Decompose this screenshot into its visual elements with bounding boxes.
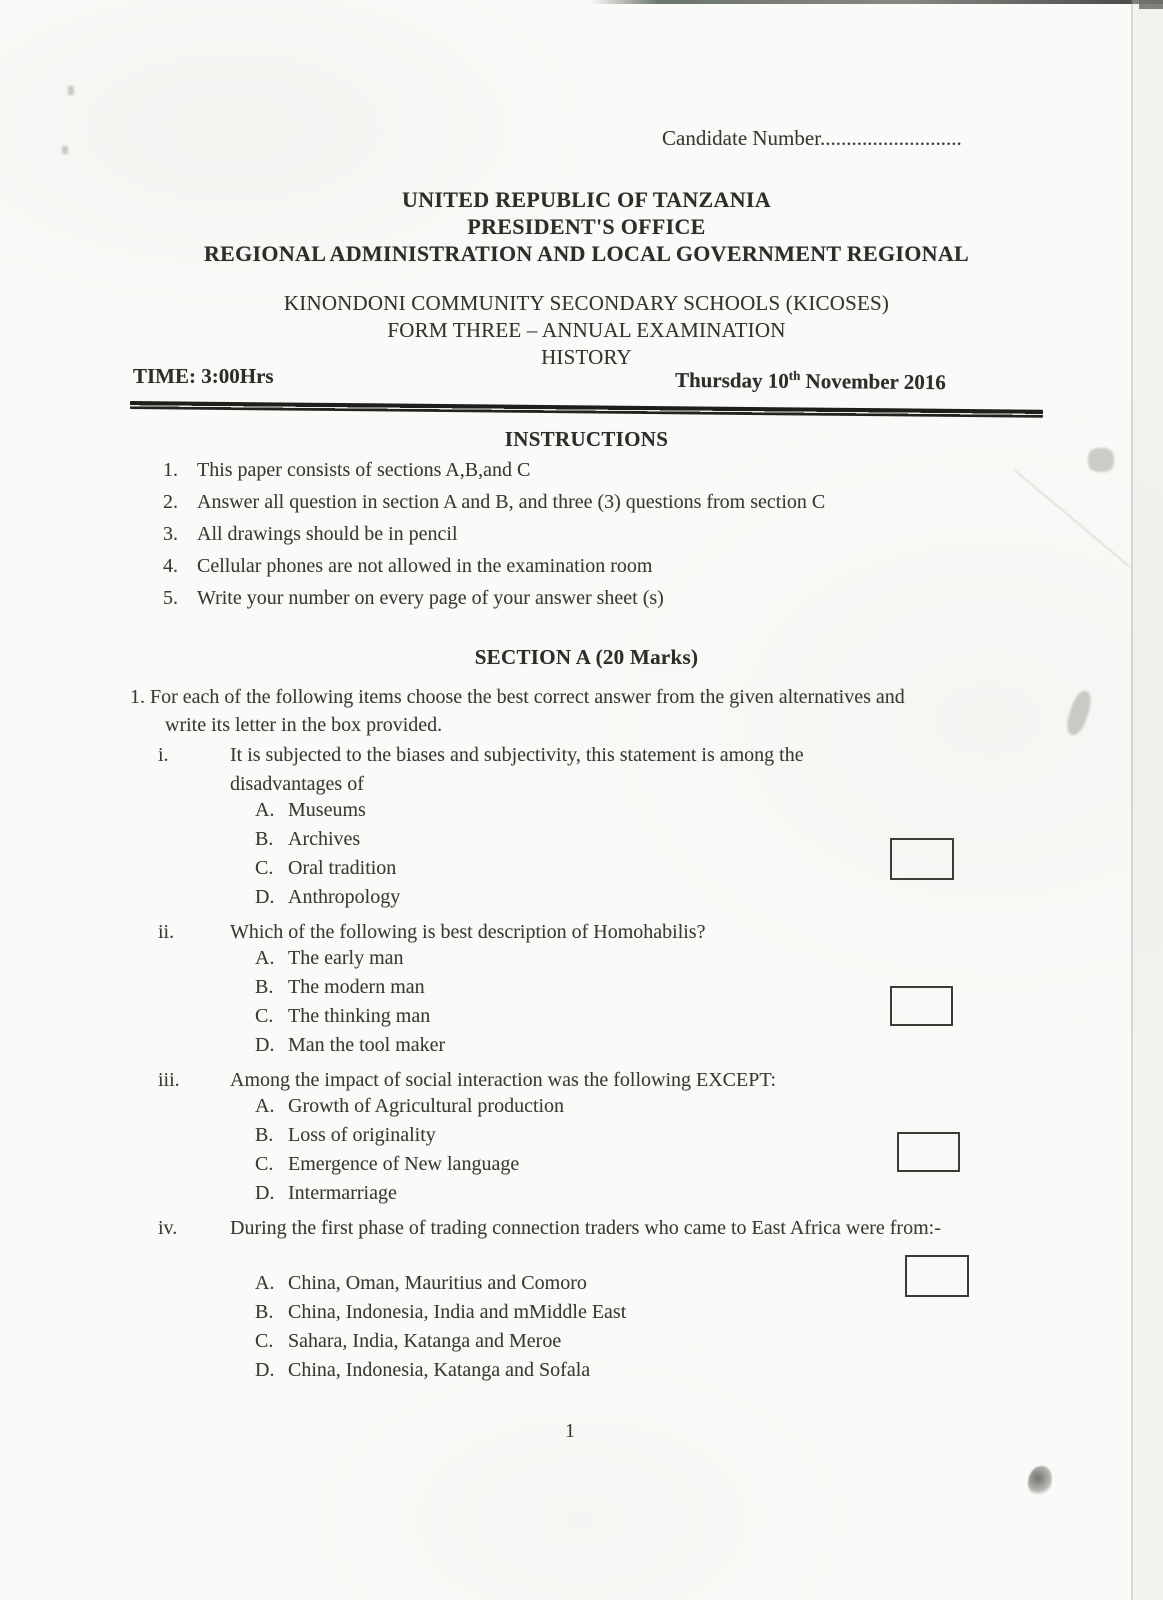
option-text: Emergence of New language <box>288 1153 520 1175</box>
header-school: KINONDONI COMMUNITY SECONDARY SCHOOLS (KICOSES) <box>283 291 890 315</box>
question-text: Among the impact of social interaction was the following EXCEPT: <box>230 1069 777 1091</box>
exam-time: TIME: 3:00Hrs <box>133 364 274 388</box>
exam-date-main: Thursday 10 <box>674 367 789 393</box>
question-numeral: i. <box>158 744 169 766</box>
option-letter: C. <box>255 1330 274 1352</box>
option-row <box>255 1182 564 1211</box>
question-text: It is subjected to the biases and subjectivity, this statement is among the disadvantages of <box>230 744 804 795</box>
exam-date <box>675 367 946 395</box>
option-text: Intermarriage <box>288 1182 397 1204</box>
option-row <box>255 1330 626 1359</box>
answer-box <box>890 838 954 880</box>
option-row <box>255 828 400 857</box>
instruction-text: All drawings should be in pencil <box>197 523 458 545</box>
option-row <box>255 886 400 915</box>
option-row <box>255 976 445 1005</box>
option-letter: A. <box>255 799 275 821</box>
option-text: Archives <box>288 828 361 850</box>
question-options <box>255 799 400 915</box>
option-text: Man the tool maker <box>288 1034 446 1056</box>
option-text: Anthropology <box>288 886 401 908</box>
instruction-item <box>163 491 1043 523</box>
exam-subheader <box>130 290 1043 371</box>
scan-edge-top <box>590 0 1163 4</box>
option-text: China, Oman, Mauritius and Comoro <box>288 1272 587 1294</box>
option-letter: B. <box>255 828 274 850</box>
question-options <box>255 1095 564 1211</box>
option-row <box>255 1034 445 1063</box>
option-letter: D. <box>255 1034 275 1056</box>
instruction-number: 5. <box>163 587 178 609</box>
option-letter: A. <box>255 947 275 969</box>
instructions-title: INSTRUCTIONS <box>504 427 669 451</box>
section-a-title: SECTION A (20 Marks) <box>474 645 699 669</box>
option-row <box>255 1005 445 1034</box>
option-letter: C. <box>255 857 274 879</box>
option-letter: B. <box>255 1124 274 1146</box>
option-row <box>255 1153 564 1182</box>
option-row <box>255 1301 626 1330</box>
option-letter: A. <box>255 1095 275 1117</box>
question-numeral: iv. <box>158 1217 178 1239</box>
option-row <box>255 1272 626 1301</box>
scan-edge-right-seam <box>1131 0 1133 1600</box>
option-letter: B. <box>255 976 274 998</box>
scan-smudge-mark <box>1088 448 1114 472</box>
option-letter: D. <box>255 886 275 908</box>
instruction-item <box>163 523 1043 555</box>
question-options <box>255 947 445 1063</box>
option-text: China, Indonesia, Katanga and Sofala <box>288 1359 591 1381</box>
page-number: 1 <box>565 1420 575 1442</box>
paper-speck <box>62 146 68 154</box>
option-text: Sahara, India, Katanga and Meroe <box>288 1330 562 1352</box>
option-letter: A. <box>255 1272 275 1294</box>
option-letter: C. <box>255 1005 274 1027</box>
header-office: PRESIDENT'S OFFICE <box>467 214 706 239</box>
question-text: Which of the following is best description of Homohabilis? <box>230 921 706 943</box>
option-text: Oral tradition <box>288 857 397 879</box>
option-row <box>255 857 400 886</box>
exam-header <box>130 186 1043 267</box>
exam-date-ordinal: th <box>788 367 801 383</box>
instruction-text: This paper consists of sections A,B,and C <box>197 459 531 481</box>
header-department: REGIONAL ADMINISTRATION AND LOCAL GOVERNMENT REGIONAL <box>203 241 970 266</box>
option-row <box>255 1095 564 1124</box>
section-a-intro-line1: 1. For each of the following items choose the best correct answer from the given alternatives and <box>130 686 905 708</box>
instruction-number: 3. <box>163 523 178 545</box>
scan-edge-right-column <box>1133 0 1163 1600</box>
question-numeral: ii. <box>158 921 175 943</box>
option-text: Growth of Agricultural production <box>288 1095 565 1117</box>
instruction-item <box>163 555 1043 587</box>
question-text: During the first phase of trading connection traders who came to East Africa were from:- <box>230 1217 941 1239</box>
header-country: UNITED REPUBLIC OF TANZANIA <box>402 187 771 212</box>
option-text: Museums <box>288 799 366 821</box>
candidate-number-label: Candidate Number........................... <box>662 126 962 150</box>
question-numeral: iii. <box>158 1069 180 1091</box>
question-options <box>255 1272 626 1388</box>
exam-date-rest: November 2016 <box>800 368 946 395</box>
instruction-item <box>163 587 1043 619</box>
instruction-text: Write your number on every page of your answer sheet (s) <box>197 587 664 609</box>
header-exam-title: FORM THREE – ANNUAL EXAMINATION <box>387 318 786 342</box>
option-row <box>255 947 445 976</box>
paper-speck <box>68 86 74 95</box>
option-letter: D. <box>255 1182 275 1204</box>
option-text: China, Indonesia, India and mMiddle East <box>288 1301 627 1323</box>
instruction-text: Cellular phones are not allowed in the examination room <box>197 555 653 577</box>
option-row <box>255 799 400 828</box>
instruction-number: 4. <box>163 555 178 577</box>
instruction-number: 1. <box>163 459 178 481</box>
option-text: The modern man <box>288 976 425 998</box>
option-text: The early man <box>288 947 404 969</box>
instruction-text: Answer all question in section A and B, and three (3) questions from section C <box>197 491 826 513</box>
instruction-item <box>163 459 1043 491</box>
answer-box <box>897 1132 960 1172</box>
section-a-intro-line2: write its letter in the box provided. <box>165 714 443 736</box>
option-letter: B. <box>255 1301 274 1323</box>
option-letter: C. <box>255 1153 274 1175</box>
instruction-number: 2. <box>163 491 178 513</box>
option-text: Loss of originality <box>288 1124 436 1146</box>
option-letter: D. <box>255 1359 275 1381</box>
option-row <box>255 1124 564 1153</box>
instructions-list <box>163 459 1043 619</box>
header-subject: HISTORY <box>541 345 632 369</box>
option-text: The thinking man <box>288 1005 431 1027</box>
option-row <box>255 1359 626 1388</box>
answer-box <box>890 986 953 1026</box>
answer-box <box>905 1255 969 1297</box>
